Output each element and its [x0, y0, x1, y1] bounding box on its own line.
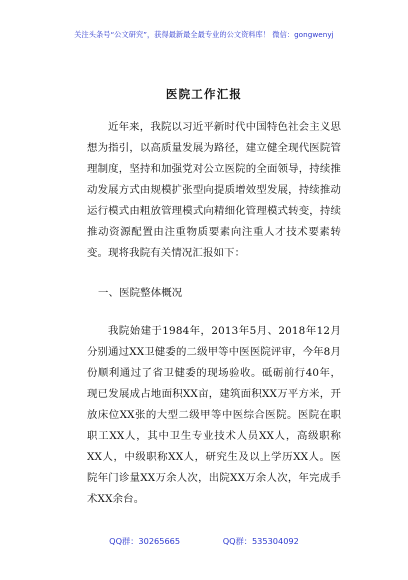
- footer-qq-group-2: QQ群：535304092: [222, 536, 299, 546]
- body-paragraph-overview: [87, 321, 341, 510]
- footer-qq-groups: [0, 536, 408, 547]
- paragraph-overview-text: 我院始建于1984年，2013年5月、2018年12月分别通过XX卫健委的二级甲等中医医院评审，今年8月份顺利通过了省卫健委的现场验收。砥砺前行40年，现已发展成占地面积XX亩，建筑面积XX万平方米，开放床位XX张的大型二级甲等中医综合医院。医院在职职工XX人，其中卫生专业技术人员XX人，高级职称XX人，中级职称XX人，研究生及以上学历XX人。医院年门诊量XX万余人次，出院XX万余人次，年完成手术XX余台。: [87, 325, 341, 505]
- body-paragraph-intro: [87, 117, 341, 264]
- document-title: 医院工作汇报: [165, 87, 243, 101]
- footer-qq-group-1: QQ群：30265665: [109, 536, 181, 546]
- paragraph-intro-text: 近年来，我院以习近平新时代中国特色社会主义思想为指引，以高质量发展为路径，建立健全现代医院管理制度，坚持和加强党对公立医院的全面领导，持续推动发展方式由规模扩张型向提质增效型发展，持续推动运行模式由粗放管理模式向精细化管理模式转变，持续推动资源配置由注重物质要素向注重人才技术要素转变。现将我院有关情况汇报如下：: [87, 121, 341, 259]
- header-promo-note: 关注头条号“公文研究”，获得最新最全最专业的公文资料库！ 微信：gongwenyj: [74, 30, 334, 39]
- section-heading-overview: 一、医院整体概况: [98, 287, 183, 299]
